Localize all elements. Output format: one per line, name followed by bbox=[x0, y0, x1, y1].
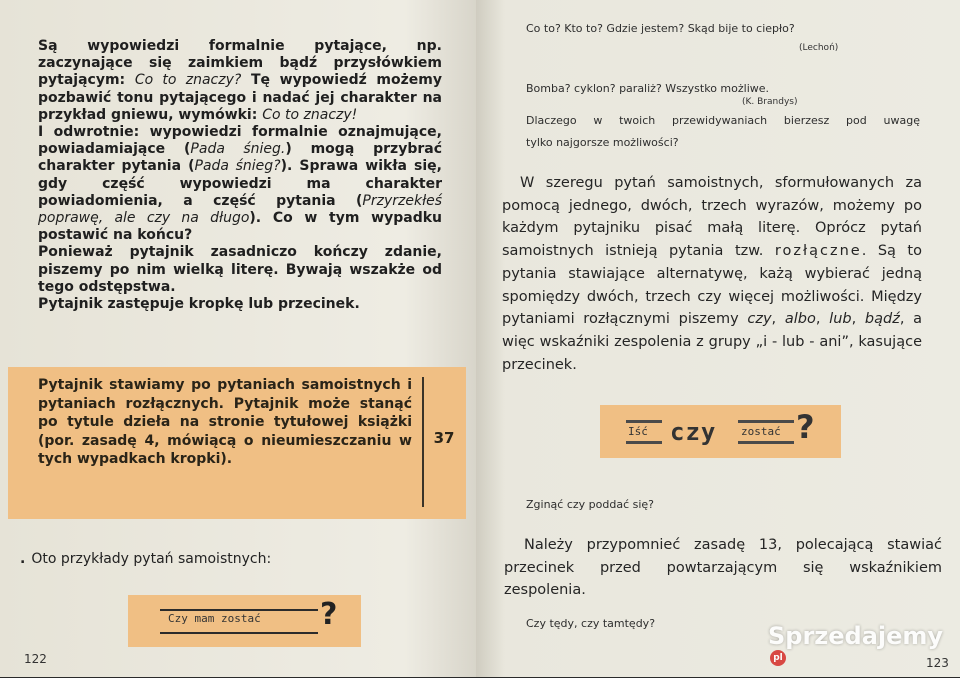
rule-line bbox=[626, 420, 662, 423]
rule-line bbox=[160, 632, 318, 634]
text-run: , a więc wskaźniki zespolenia z grupy „i - lub - ani”, kasujące przecinek. bbox=[502, 311, 923, 373]
paragraph-capital-letter: Ponieważ pytajnik zasadniczo kończy zdanie, piszemy po nim wielką literę. Bywają wszakże od tego odstępstwa. bbox=[38, 244, 442, 295]
author-brandys: (K. Brandys) bbox=[742, 97, 798, 107]
text-run: I odwrotnie: wypowiedzi formalnie oznajmujące, powiadamiające ( bbox=[38, 124, 442, 158]
paragraph-formal-questions bbox=[38, 38, 442, 124]
paragraph-conversely bbox=[38, 124, 442, 244]
option-right: zostać bbox=[741, 425, 781, 438]
example-box-text: Czy mam zostać bbox=[168, 612, 261, 625]
page-number-right: 123 bbox=[926, 656, 949, 670]
watermark-logo bbox=[768, 622, 960, 678]
text-run: W szeregu pytań samoistnych, sformułowanych za pomocą jednego, dwóch, trzech wyrazów, możemy po każdym pytajniku pisać małą literę. Oprócz pytań samoistnych istnieją pytania tzw. bbox=[502, 175, 922, 260]
text-run: ). Sprawa wikła się, gdy część wypowiedzi ma charakter powiadomienia, a część pytania ( bbox=[38, 158, 442, 209]
italic-example: Co to znaczy! bbox=[262, 106, 358, 123]
rule-line bbox=[738, 441, 794, 444]
italic-word: albo bbox=[784, 311, 816, 328]
option-center: czy bbox=[670, 418, 717, 446]
bullet-dot: . bbox=[20, 551, 26, 567]
italic-example: Pada śnieg. bbox=[190, 141, 286, 158]
text-run: , bbox=[851, 311, 865, 328]
rule-line bbox=[160, 609, 318, 611]
rule-line bbox=[626, 441, 662, 444]
examples-intro bbox=[20, 551, 271, 567]
text-run: ). Co w tym wypadku postawić na końcu? bbox=[38, 210, 442, 244]
text-run: , bbox=[771, 311, 785, 328]
text-run: Są wypowiedzi formalnie pytające, np. zaczynające się zaimkiem bądź przysłówkiem pytającym: bbox=[38, 38, 442, 89]
text-run: . Są to pytania stawiające alternatywę, każą wybierać jedną spomiędzy dwóch, trzech czy więcej możliwości. Między pytaniami rozłącznymi piszemy bbox=[502, 243, 922, 328]
text-run: ) mogą przybrać charakter pytania ( bbox=[38, 141, 442, 175]
right-page bbox=[476, 0, 960, 677]
italic-example: Co to znaczy? bbox=[134, 72, 242, 89]
page-number-left: 122 bbox=[24, 652, 47, 666]
example-box-czy-mam-zostac bbox=[128, 595, 361, 647]
quote-lechon: Co to? Kto to? Gdzie jestem? Skąd bije to ciepło? bbox=[526, 22, 795, 35]
spaced-term: rozłączne bbox=[774, 243, 862, 260]
watermark-text: Sprzedajemy bbox=[768, 622, 944, 650]
left-body-text bbox=[38, 38, 442, 313]
paragraph-replaces-period: Pytajnik zastępuje kropkę lub przecinek. bbox=[38, 296, 360, 313]
paragraph-zasada-13-text: Należy przypomnieć zasadę 13, polecającą stawiać przecinek przed powtarzającym się wskaźnikiem zespolenia. bbox=[504, 537, 942, 598]
quote-dlaczego-line1: Dlaczego w twoich przewidywaniach bierzesz pod uwagę bbox=[526, 114, 920, 127]
paragraph-zasada-13 bbox=[504, 534, 942, 602]
quote-brandys: Bomba? cyklon? paraliż? Wszystko możliwe. bbox=[526, 82, 770, 95]
italic-word: czy bbox=[747, 311, 772, 328]
example-question-tedy: Czy tędy, czy tamtędy? bbox=[526, 617, 656, 630]
italic-word: lub bbox=[829, 311, 852, 328]
text-run: Tę wypowiedź możemy pozbawić tonu pytającego i nadać jej charakter na przykład gniewu, wymówki: bbox=[38, 72, 442, 123]
rule-box bbox=[8, 367, 466, 519]
author-lechon: (Lechoń) bbox=[799, 43, 839, 53]
rule-text: Pytajnik stawiamy po pytaniach samoistnych i pytaniach rozłącznych. Pytajnik może stanąć po tytule dzieła na stronie tytułowej książki (por. zasadę 4, mówiącą o nieumieszczaniu w tych wypadkach kropki). bbox=[38, 377, 412, 468]
italic-word: bądź bbox=[864, 311, 900, 328]
example-question-zginac: Zginąć czy poddać się? bbox=[526, 498, 655, 511]
quote-dlaczego-line2: tylko najgorsze możliwości? bbox=[526, 136, 679, 149]
watermark-badge: pl bbox=[770, 650, 786, 666]
italic-example: Pada śnieg? bbox=[194, 158, 281, 175]
example-box-isc-czy-zostac bbox=[600, 405, 841, 458]
question-mark: ? bbox=[320, 597, 338, 632]
left-page bbox=[0, 0, 476, 677]
option-left: Iść bbox=[628, 425, 648, 438]
italic-example: Przyrzekłeś poprawę, ale czy na długo bbox=[38, 192, 442, 227]
question-mark: ? bbox=[796, 408, 815, 446]
rule-number: 37 bbox=[433, 429, 455, 447]
rule-divider bbox=[422, 377, 424, 507]
examples-intro-text: Oto przykłady pytań samoistnych: bbox=[31, 551, 272, 567]
rule-line bbox=[738, 420, 794, 423]
text-run: , bbox=[815, 311, 830, 328]
main-paragraph bbox=[502, 172, 922, 376]
